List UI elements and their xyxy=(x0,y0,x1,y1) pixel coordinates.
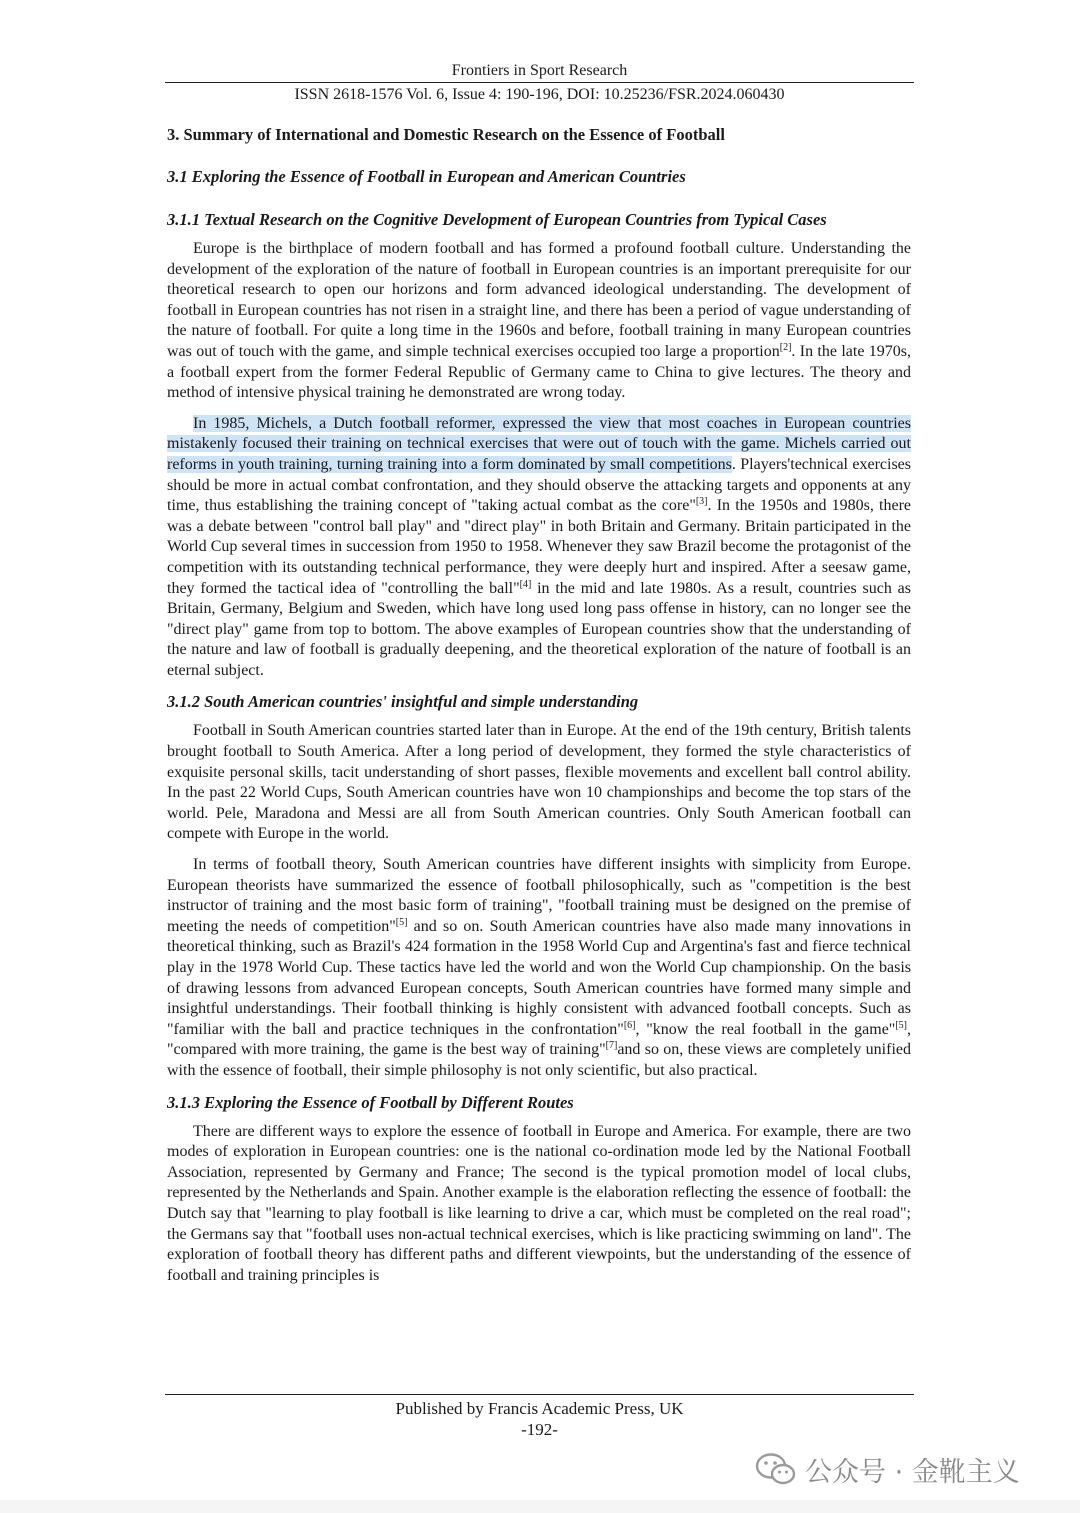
wechat-icon xyxy=(755,1452,797,1486)
publisher-line: Published by Francis Academic Press, UK xyxy=(395,1399,684,1418)
paragraph: Football in South American countries started later than in Europe. At the end of the 19th century, British talents brought football to South America. After a long period of development, they formed the style characteristics of exquisite personal skills, tacit understanding of short passes, flexible movements and excellent ball control ability. In the past 22 World Cups, South American countries have won 10 championships and become the top stars of the world. Pele, Maradona and Messi are all from South American countries. Only South American football can compete with Europe in the world. xyxy=(167,722,911,843)
citation[interactable]: [2] xyxy=(779,341,792,353)
citation[interactable]: [7] xyxy=(605,1040,618,1052)
header-rule xyxy=(165,82,914,83)
issue-info: ISSN 2618-1576 Vol. 6, Issue 4: 190-196, DOI: 10.25236/FSR.2024.060430 xyxy=(294,86,785,103)
body-content xyxy=(167,124,911,1296)
subsubsection-title-313: 3.1.3 Exploring the Essence of Football by Different Routes xyxy=(167,1092,574,1112)
footer-rule xyxy=(165,1394,914,1395)
highlighted-text[interactable]: In 1985, Michels, a Dutch football reformer, expressed the view that most coaches in European countries mistakenly focused their training on technical exercises that were out of touch with the game. Michels carried out reforms in youth training, turning training into a form dominated by small competitions xyxy=(167,414,911,473)
citation[interactable]: [6] xyxy=(623,1019,636,1031)
subsubsection-title-312: 3.1.2 South American countries' insightful and simple understanding xyxy=(167,692,639,712)
citation[interactable]: [5] xyxy=(895,1019,908,1031)
paragraph: Europe is the birthplace of modern football and has formed a profound football culture. Understanding the development of the exploration of the nature of football in European countries is an important prerequisite for our theoretical research to open our horizons and form advanced ideological understanding. The development of football in European countries has not risen in a straight line, and there has been a period of vague understanding of the nature of football. For quite a long time in the 1960s and before, football training in many European countries was out of touch with the game, and simple technical exercises occupied too large a proportion[2]. In the late 1970s, a football expert from the former Federal Republic of Germany came to China to give lectures. The theory and method of intensive physical training he demonstrated are wrong today. xyxy=(167,240,911,402)
subsubsection-title-311: 3.1.1 Textual Research on the Cognitive Development of European Countries from Typical Cases xyxy=(167,210,827,229)
paragraph: In 1985, Michels, a Dutch football reformer, expressed the view that most coaches in European countries mistakenly focused their training on technical exercises that were out of touch with the game. Michels carried out reforms in youth training, turning training into a form dominated by small competitions. Players'technical exercises should be more in actual combat confrontation, and they should observe the attacking targets and opponents at any time, thus establishing the training concept of "taking actual combat as the core"[3]. In the 1950s and 1980s, there was a debate between "control ball play" and "direct play" in both Britain and Germany. Britain participated in the World Cup several times in succession from 1950 to 1958. Whenever they saw Brazil become the protagonist of the competition with its outstanding technical performance, they were deeply hurt and inspired. After a seesaw game, they formed the tactical idea of "controlling the ball"[4] in the mid and late 1980s. As a result, countries such as Britain, Germany, Belgium and Sweden, which have long used long pass offense in history, can no longer see the "direct play" game from top to bottom. The above examples of European countries show that the understanding of the nature and law of football is gradually deepening, and the theoretical exploration of the nature of football is an eternal subject. xyxy=(167,414,912,679)
paragraph: There are different ways to explore the essence of football in Europe and America. For example, there are two modes of exploration in European countries: one is the national co-ordination mode led by the National Football Association, represented by Germany and France; The second is the typical promotion model of local clubs, represented by the Netherlands and Spain. Another example is the elaboration reflecting the essence of football: the Dutch say that "learning to play football is like learning to drive a car, which must be completed on the real road"; the Germans say that "football uses non-actual technical exercises, which is like practicing swimming on land". The exploration of football theory has different paths and different viewpoints, but the understanding of the essence of football and training principles is xyxy=(167,1122,911,1284)
section-title: 3. Summary of International and Domestic Research on the Essence of Football xyxy=(167,125,725,144)
journal-name: Frontiers in Sport Research xyxy=(451,62,628,79)
paragraph: In terms of football theory, South American countries have different insights with simplicity from Europe. European theorists have summarized the essence of football philosophically, such as "competition is the best instructor of training and the most basic form of training", "football training must be designed on the premise of meeting the needs of competition"[5] and so on. South American countries have also made many innovations in theoretical thinking, such as Brazil's 424 formation in the 1958 World Cup and Argentina's fast and fierce technical play in the 1978 World Cup. These tactics have led the world and won the World Cup championship. On the basis of drawing lessons from advanced European concepts, South American countries have formed many simple and insightful understandings. Their football thinking is highly consistent with advanced football concepts. Such as "familiar with the ball and practice techniques in the confrontation"[6], "know the real football in the game"[5], "compared with more training, the game is the best way of training"[7]and so on, these views are completely unified with the essence of football, their simple philosophy is not only scientific, but also practical. xyxy=(167,856,912,1079)
citation[interactable]: [5] xyxy=(395,916,408,928)
watermark-text: 公众号 · 金靴主义 xyxy=(805,1456,1020,1488)
subsection-title: 3.1 Exploring the Essence of Football in European and American Countries xyxy=(167,167,686,186)
citation[interactable]: [3] xyxy=(695,496,708,508)
citation[interactable]: [4] xyxy=(519,578,532,590)
page-number: -192- xyxy=(521,1420,558,1439)
watermark xyxy=(755,1449,1020,1489)
